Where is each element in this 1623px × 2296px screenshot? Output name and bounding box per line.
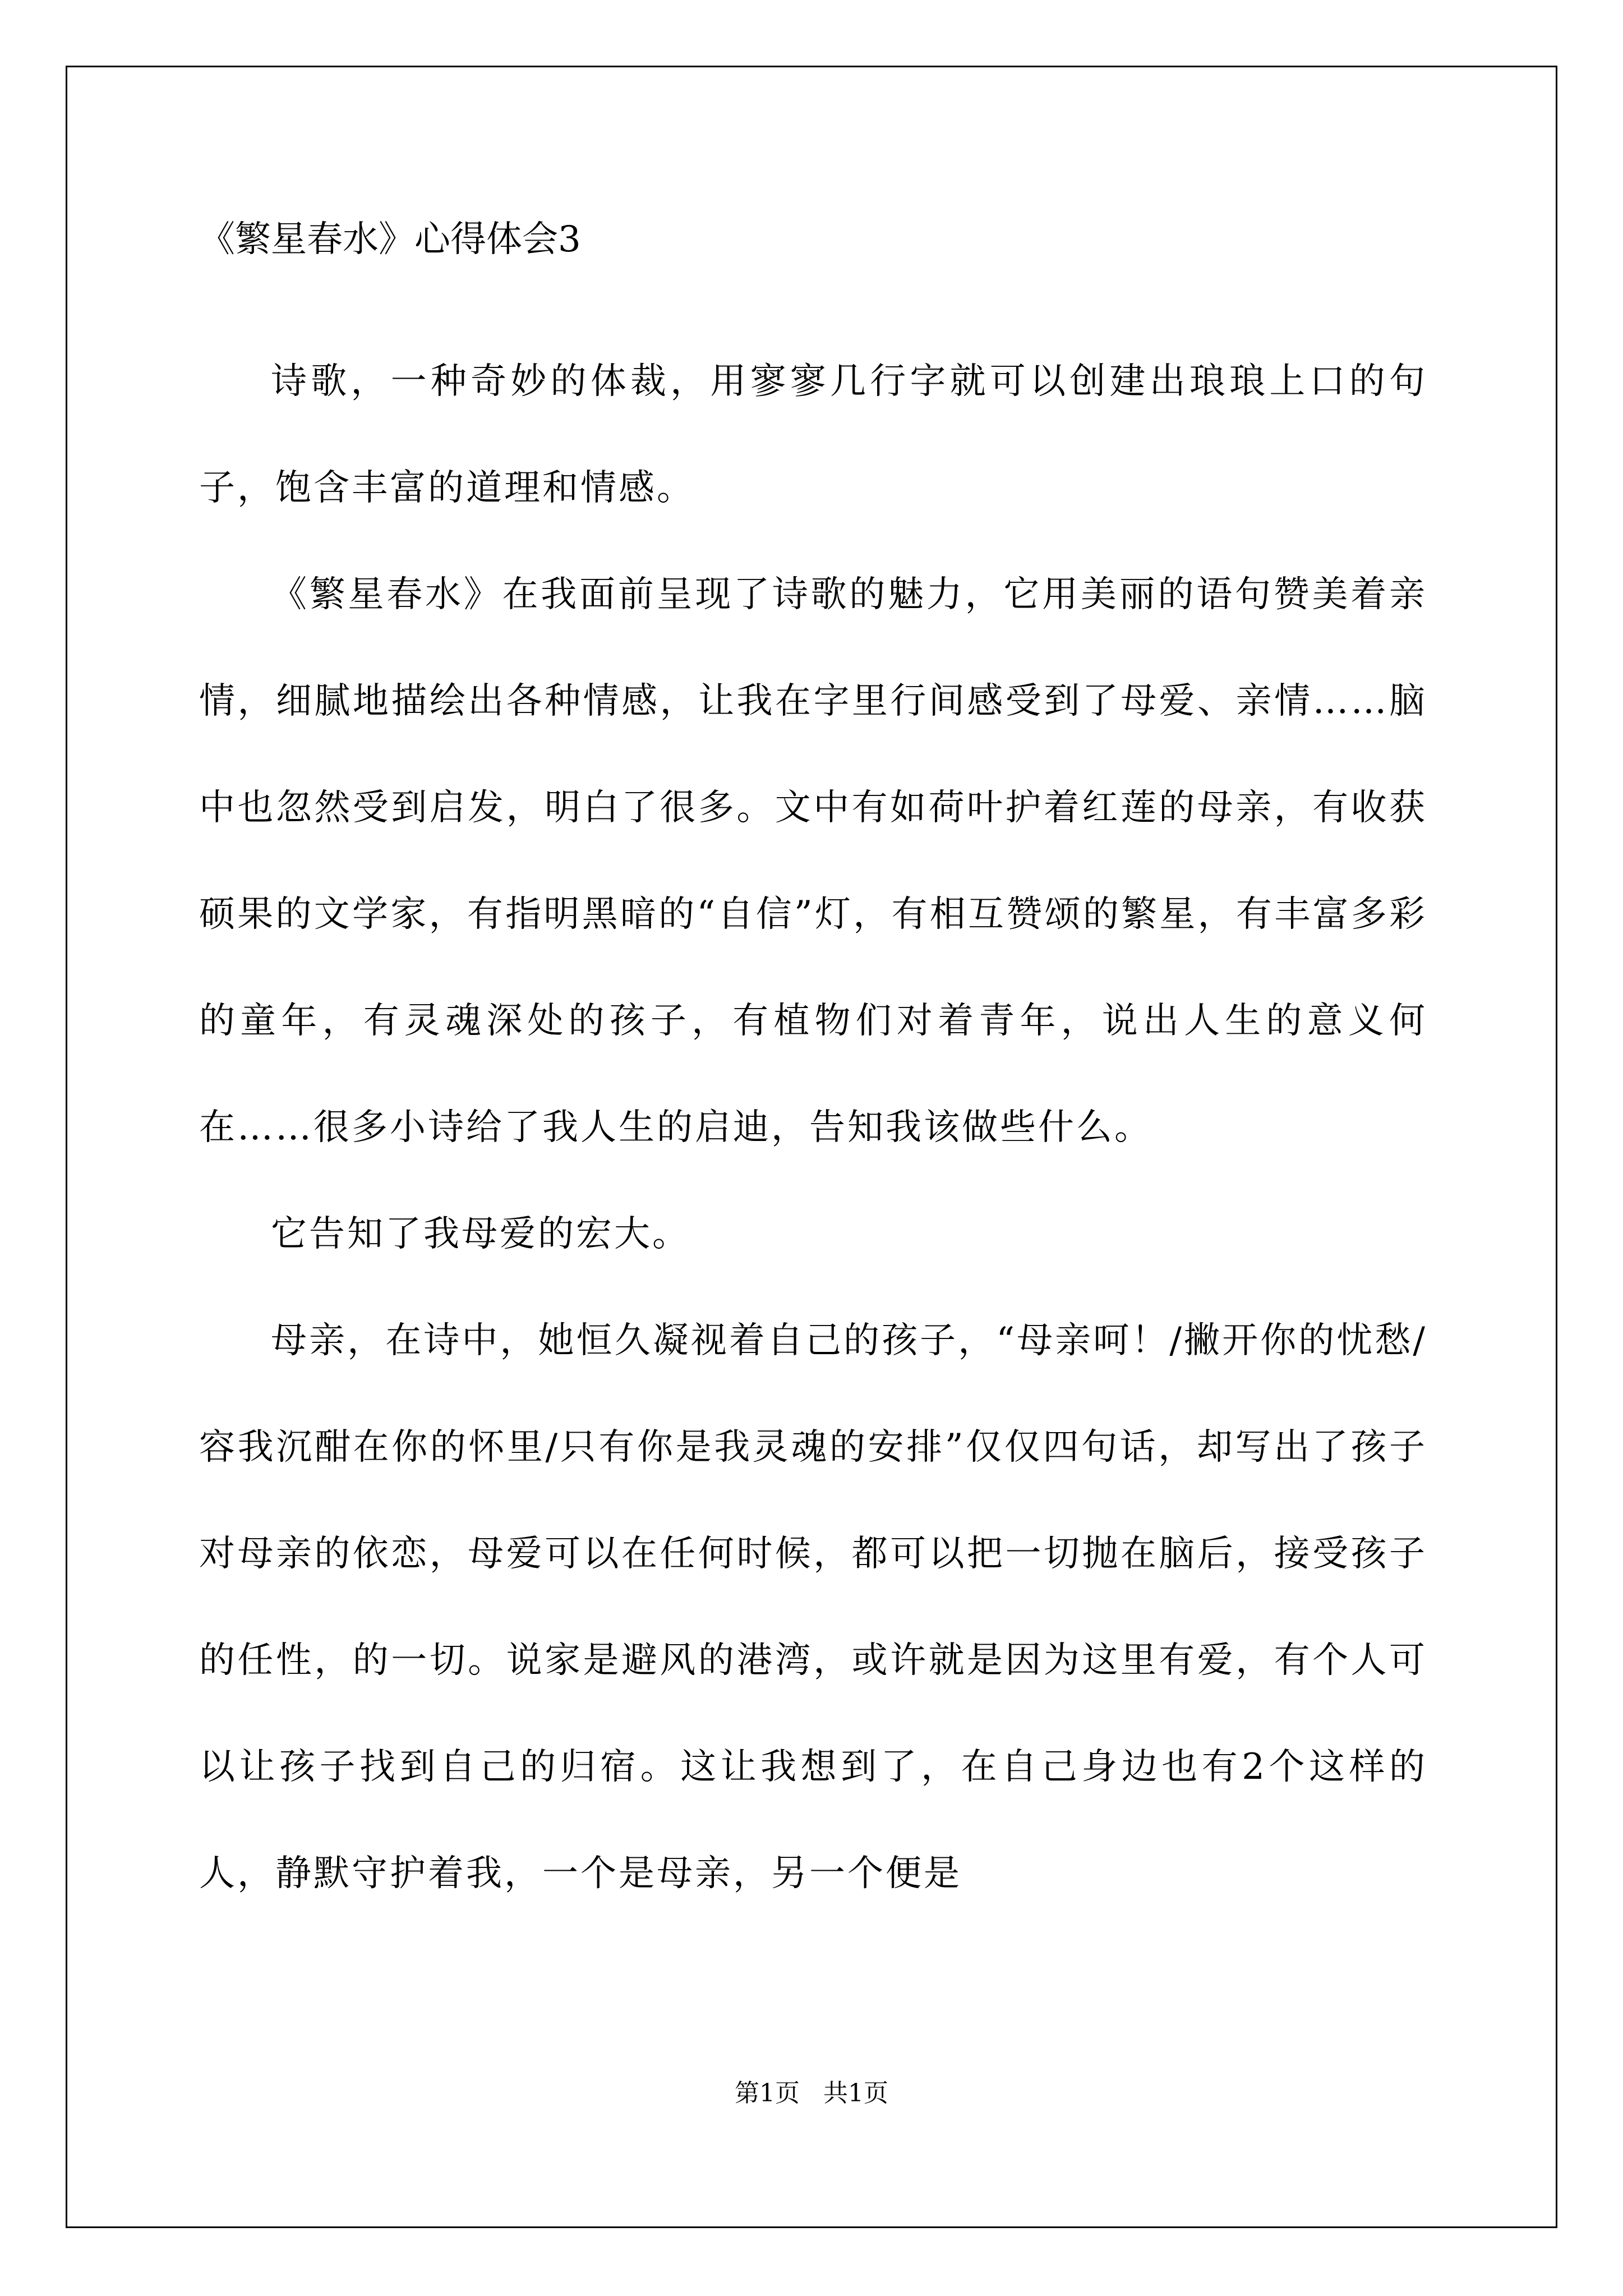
paragraph-2: 《繁星春水》在我面前呈现了诗歌的魅力，它用美丽的语句赞美着亲情，细腻地描绘出各种情感，让我在字里行间感受到了母爱、亲情……脑中也忽然受到启发，明白了很多。文中有如荷叶护着红莲的母亲，有收获硕果的文学家，有指明黑暗的“自信”灯，有相互赞颂的繁星，有丰富多彩的童年，有灵魂深处的孩子，有植物们对着青年，说出人生的意义何在……很多小诗给了我人生的启迪，告知我该做些什么。 (199, 574, 1427, 1148)
paragraph-1: 诗歌，一种奇妙的体裁，用寥寥几行字就可以创建出琅琅上口的句子，饱含丰富的道理和情感。 (199, 361, 1427, 509)
document-body (199, 219, 1427, 1927)
paragraph-4: 母亲，在诗中，她恒久凝视着自己的孩子，“母亲呵！/撇开你的忧愁/容我沉酣在你的怀里/只有你是我灵魂的安排”仅仅四句话，却写出了孩子对母亲的依恋，母爱可以在任何时候，都可以把一切抛在脑后，接受孩子的任性，的一切。说家是避风的港湾，或许就是因为这里有爱，有个人可以让孩子找到自己的归宿。这让我想到了，在自己身边也有2个这样的人，静默守护着我，一个是母亲，另一个便是 (199, 1320, 1427, 1894)
paragraph-3: 它告知了我母爱的宏大。 (271, 1213, 690, 1255)
document-title: 《繁星春水》心得体会3 (199, 219, 581, 260)
page-footer: 第1页 共1页 (735, 2079, 888, 2108)
